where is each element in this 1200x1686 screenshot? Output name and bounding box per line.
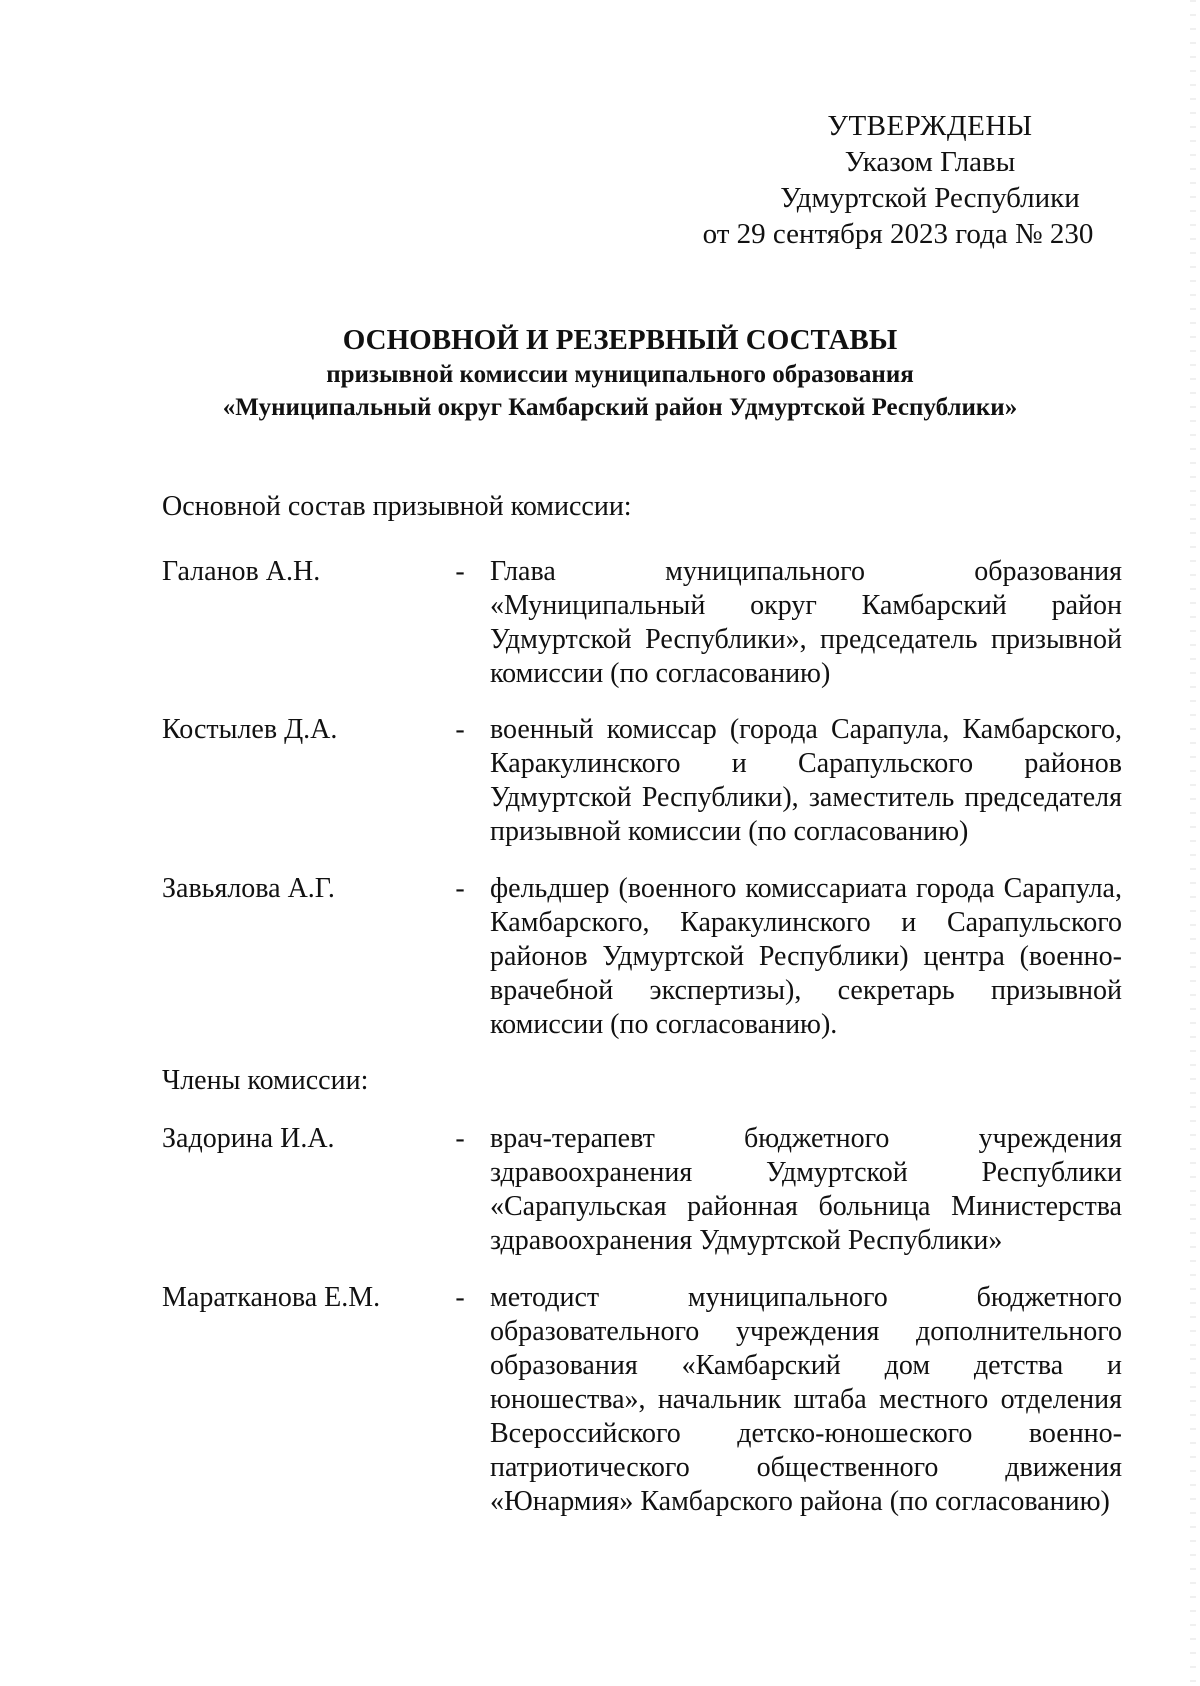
entry-dash: - (455, 873, 465, 904)
description-line: районов Удмуртской Республики) центра (военно- (490, 941, 1122, 972)
member-name: Задорина И.А. (162, 1123, 335, 1154)
approval-date-number: от 29 сентября 2023 года № 230 (702, 218, 1094, 250)
title-sub-1: призывной комиссии муниципального образования (326, 361, 914, 388)
description-line: фельдшер (военного комиссариата города Сарапула, (490, 873, 1122, 904)
member-description (490, 555, 1122, 691)
description-line: образования «Камбарский дом детства и (490, 1350, 1122, 1381)
description-line: комиссии (по согласованию). (490, 1009, 838, 1040)
description-line: «Юнармия» Камбарского района (по согласованию) (490, 1486, 1110, 1517)
description-line: «Муниципальный округ Камбарский район (490, 590, 1122, 621)
member-name: Маратканова Е.М. (162, 1282, 381, 1313)
description-line: здравоохранения Удмуртской Республики» (490, 1225, 1003, 1256)
member-name: Костылев Д.А. (162, 714, 338, 745)
title-main: ОСНОВНОЙ И РЕЗЕРВНЫЙ СОСТАВЫ (342, 324, 898, 356)
description-line: военный комиссар (города Сарапула, Камбарского, (490, 714, 1122, 745)
description-line: Глава муниципального образования (490, 556, 1122, 587)
entry-dash: - (455, 714, 465, 745)
description-line: Камбарского, Каракулинского и Сарапульского (490, 907, 1122, 938)
description-line: методист муниципального бюджетного (490, 1282, 1122, 1313)
main-composition-heading: Основной состав призывной комиссии: (162, 491, 632, 522)
description-line: призывной комиссии (по согласованию) (490, 816, 969, 847)
description-line: здравоохранения Удмуртской Республики (490, 1157, 1122, 1188)
scan-edge-marks (1190, 0, 1196, 1686)
member-description (490, 713, 1122, 849)
member-description (490, 872, 1122, 1042)
description-line: образовательного учреждения дополнительного (490, 1316, 1122, 1347)
description-line: Каракулинского и Сарапульского районов (490, 748, 1122, 779)
description-line: врач-терапевт бюджетного учреждения (490, 1123, 1122, 1154)
description-line: юношества», начальник штаба местного отделения (490, 1384, 1122, 1415)
description-line: патриотического общественного движения (490, 1452, 1122, 1483)
entry-dash: - (455, 1123, 465, 1154)
description-line: Удмуртской Республики», председатель призывной (490, 624, 1122, 655)
description-line: врачебной экспертизы), секретарь призывной (490, 975, 1122, 1006)
entry-dash: - (455, 1282, 465, 1313)
approval-title: УТВЕРЖДЕНЫ (827, 110, 1033, 142)
members-heading: Члены комиссии: (162, 1065, 369, 1096)
approval-republic: Удмуртской Республики (780, 182, 1080, 214)
description-line: Всероссийского детско-юношеского военно- (490, 1418, 1122, 1449)
title-sub-2: «Муниципальный округ Камбарский район Удмуртской Республики» (222, 394, 1018, 421)
approval-authority: Указом Главы (844, 146, 1016, 178)
description-line: «Сарапульская районная больница Министерства (490, 1191, 1122, 1222)
member-name: Завьялова А.Г. (162, 873, 335, 904)
document-title (120, 322, 1120, 424)
entry-dash: - (455, 556, 465, 587)
member-name: Галанов А.Н. (162, 556, 321, 587)
description-line: Удмуртской Республики), заместитель председателя (490, 782, 1122, 813)
member-description (490, 1122, 1122, 1258)
description-line: комиссии (по согласованию) (490, 658, 831, 689)
member-description (490, 1281, 1122, 1519)
approval-stamp (702, 108, 1150, 252)
